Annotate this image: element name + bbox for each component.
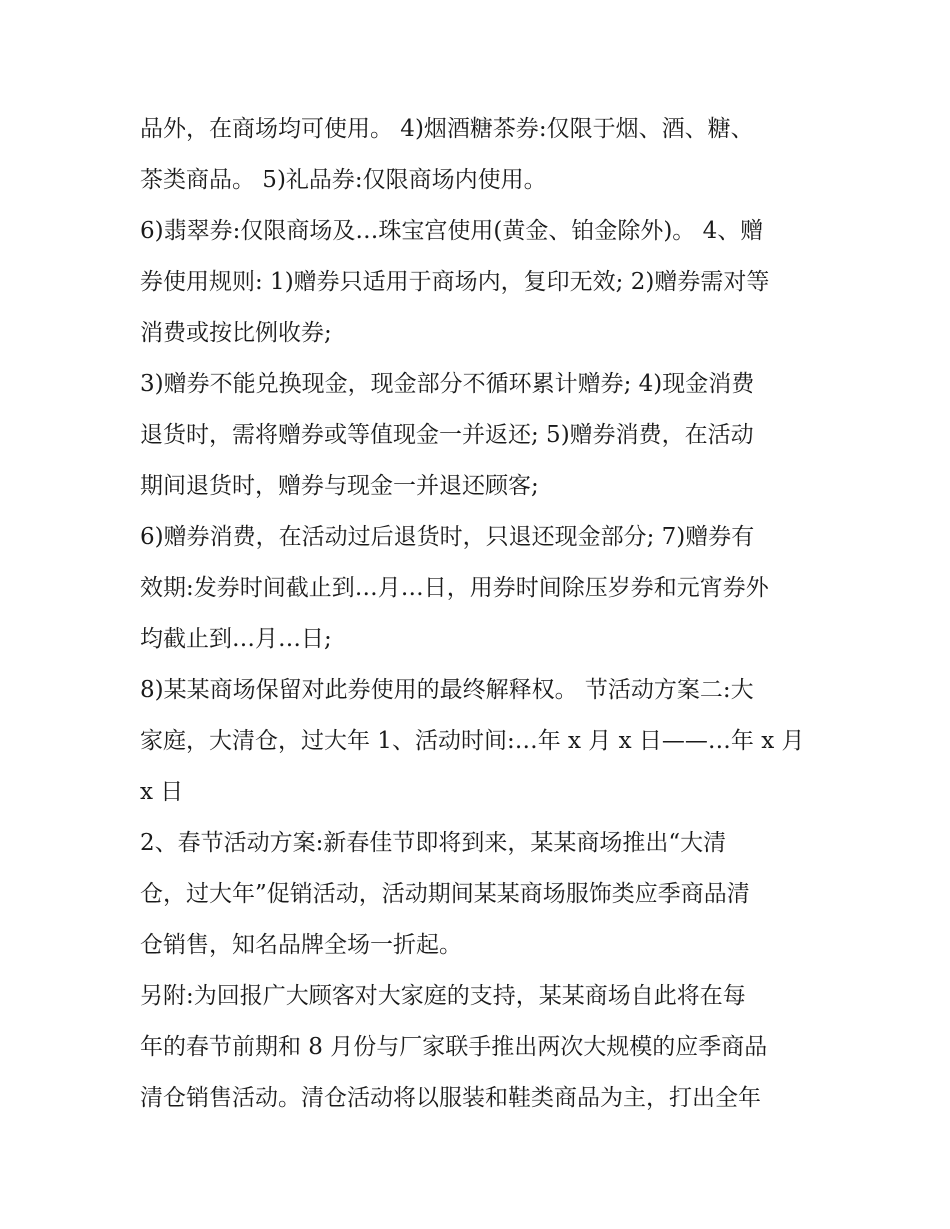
text-line: 退货时，需将赠券或等值现金一并返还; 5)赠券消费，在活动 — [140, 422, 754, 448]
text-line: 券使用规则: 1)赠券只适用于商场内，复印无效; 2)赠券需对等 — [140, 269, 770, 295]
text-line: 仓，过大年”促销活动，活动期间某某商场服饰类应季商品清 — [140, 881, 750, 907]
text-line: 6)赠券消费，在活动过后退货时，只退还现金部分; 7)赠券有 — [140, 524, 755, 550]
text-line: 效期:发券时间截止到…月…日，用券时间除压岁券和元宵券外 — [140, 575, 769, 601]
text-line: 均截止到…月…日; — [140, 626, 332, 652]
text-line: x 日 — [140, 779, 184, 805]
text-line: 6)翡翠券:仅限商场及…珠宝宫使用(黄金、铂金除外)。 4、赠 — [140, 218, 764, 244]
document-body — [140, 104, 820, 1124]
text-line: 3)赠券不能兑换现金，现金部分不循环累计赠券; 4)现金消费 — [140, 371, 755, 397]
text-line: 品外，在商场均可使用。 4)烟酒糖茶券:仅限于烟、酒、糖、 — [140, 116, 754, 142]
text-line: 年的春节前期和 8 月份与厂家联手推出两次大规模的应季商品 — [140, 1034, 768, 1060]
text-line: 仓销售，知名品牌全场一折起。 — [140, 932, 462, 958]
text-line: 清仓销售活动。清仓活动将以服装和鞋类商品为主，打出全年 — [140, 1085, 761, 1111]
text-line: 茶类商品。 5)礼品券:仅限商场内使用。 — [140, 167, 547, 193]
text-line: 8)某某商场保留对此券使用的最终解释权。 节活动方案二:大 — [140, 677, 754, 703]
text-line: 家庭，大清仓，过大年 1、活动时间:…年 x 月 x 日——…年 x 月 — [140, 728, 805, 754]
text-line: 期间退货时，赠券与现金一并退还顾客; — [140, 473, 539, 499]
text-line: 另附:为回报广大顾客对大家庭的支持，某某商场自此将在每 — [140, 983, 746, 1009]
text-line: 消费或按比例收券; — [140, 320, 332, 346]
text-line: 2、春节活动方案:新春佳节即将到来，某某商场推出“大清 — [140, 830, 727, 856]
